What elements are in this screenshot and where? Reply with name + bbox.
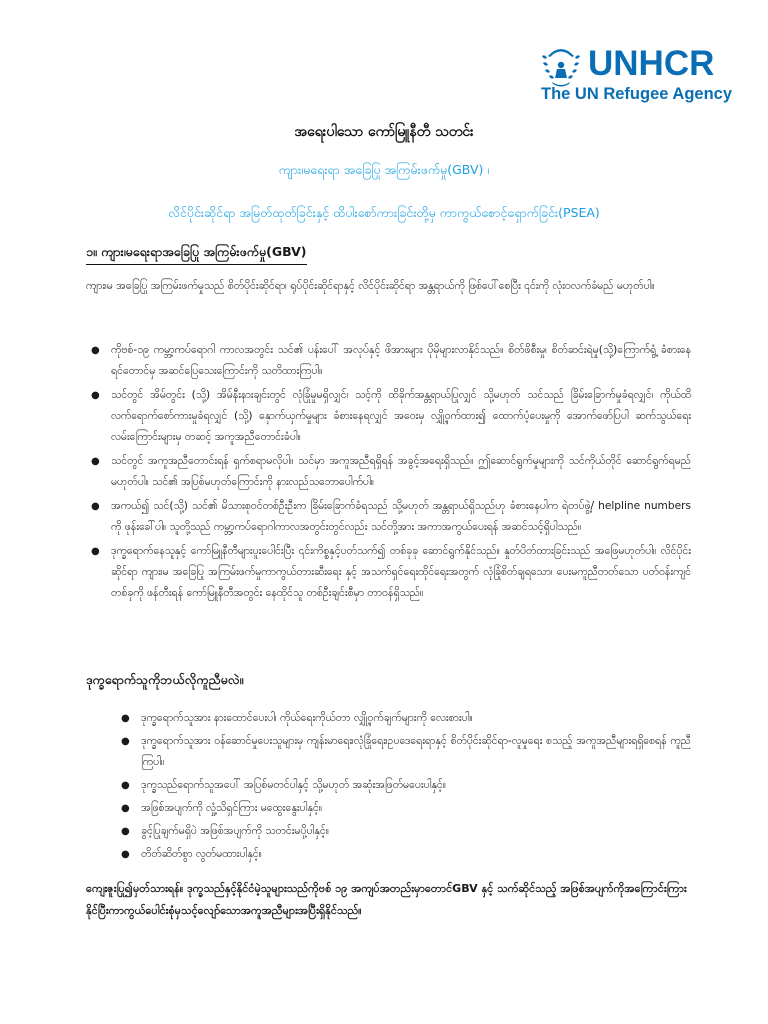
bullet-icon: ● [91,546,100,557]
list-item [121,821,691,842]
list-item-text: သင်တွင် အိမ်တွင်း (သို့) အိမ်နီးနားချင်းတွင် လုံခြုံမှုမရှိလျှင်၊ သင့်ကို ထိခိုက်အန္တရာယ်ပြုလျှင် သို့မဟုတ် သင်သည် ခြိမ်းခြောက်မှုခံရလျှင်၊ ကိုယ်ထိ လက်ရောက်စော်ကားမှုခံရလျှင် (သို့) နှောက်ယှက်မှုများ ခံစားနေရလျှင် အဝေးမှ လျှို့ဝှက်ထား၍ ထောက်ပံ့ပေးမှုကို အောက်ဖော်ပြပါ ဆက်သွယ်ရေး လမ်းကြောင်းများမှ တဆင့် အကူအညီတောင်းခံပါ။ [111,389,691,443]
list-item [91,541,691,604]
list-item [91,340,691,382]
bullet-icon: ● [121,826,130,837]
list-item-text: အကယ်၍ သင်(သို့) သင်၏ မိသားစုဝင်တစ်ဦးဦးက ခြိမ်းခြောက်ခံရသည် သို့မဟုတ် အန္တရာယ်ရှိသည်ဟု ခံစားနေပါက ရဲတပ်ဖွဲ့/ helpline numbers ကို ဖုန်းခေါ်ပါ။ သူတို့သည် ကမ္ဘာ့ကပ်ရောဂါကာလအတွင်းတွင်လည်း သင်တို့အား အကာအကွယ်ပေးရန် အဆင်သင့်ရှိပါသည်။ [111,500,691,533]
intro-paragraph: ကျား၊မ အခြေပြု အကြမ်းဖက်မှုသည် စိတ်ပိုင်းဆိုင်ရာ၊ ရုပ်ပိုင်းဆိုင်ရာနှင့် လိင်ပိုင်းဆိုင်ရာ အန္တရာယ်ကို ဖြစ်ပေါ်စေပြီး ၎င်းကို လုံးဝလက်ခံမည် မဟုတ်ပါ။ [86,280,655,292]
bullet-icon: ● [91,390,100,401]
list-item-text: ဒုက္ခရောက်သူအား ဝန်ဆောင်မှုပေးသူများမှ ကျန်းမာရေး၊လုံခြုံရေး၊ဥပဒေရေးရာနှင့် စိတ်ပိုင်းဆိုင်ရာ-လူမှုရေး စသည့် အကူအညီများရရှိစေရန် ကူညီကြပါ။ [141,735,691,768]
list-item [91,451,691,493]
bullet-icon: ● [121,713,130,724]
subtitle-gbv: ကျား၊မရေးရာ အခြေပြု အကြမ်းဖက်မှု(GBV) ၊ [278,162,490,177]
list-item [121,708,691,729]
list-item-text: သင်တွင် အကူအညီတောင်းရန် ရှက်စရာမလိုပါ။ သင်မှာ အကူအညီရရှိရန် အခွင့်အရေးရှိသည်။ ဤဆောင်ရွက်မှုများကို သင်ကိုယ်တိုင် ဆောင်ရွက်ရမည်မဟုတ်ပါ။ သင်၏ အပြစ်မဟုတ်ကြောင်းကို နားလည်သဘောပေါက်ပါ။ [111,455,691,488]
logo-tagline: The UN Refugee Agency [541,85,733,103]
list-item [121,731,691,773]
note-paragraph: ကျေးဇူးပြု၍မှတ်သားရန်။ ဒုက္ခသည်နှင့်နိုင်ငံမဲ့သူများသည်ကိုဗစ် ၁၉ အကျပ်အတည်းမှာတောင်GBV နှင့် သက်ဆိုင်သည့် အဖြစ်အပျက်ကိုအကြောင်းကြားနိုင်ပြီးကာကွယ်ပေါင်းစုံမှသင့်လျော်သောအကူအညီများအပြီးရှိနိုင်သည်။ [86,882,687,917]
subtitle-psea: လိင်ပိုင်းဆိုင်ရာ အမြတ်ထုတ်ခြင်းနှင့် ထိပါးစော်ကားခြင်းတို့မှ ကာကွယ်စောင့်ရှောက်ခြင်း(PSEA) [168,205,600,220]
list-item [121,775,691,796]
bullet-icon: ● [91,345,100,356]
bullet-icon: ● [121,736,130,747]
bullet-icon: ● [121,780,130,791]
list-item [91,496,691,538]
list-item-text: တိတ်ဆိတ်စွာ လွတ်မထားပါနှင့်။ [141,848,262,860]
bullet-icon: ● [91,456,100,467]
bullet-icon: ● [121,849,130,860]
section-heading-help: ဒုက္ခရောက်သူကိုဘယ်လိုကူညီမလဲ။ [86,672,244,687]
help-bullet-list [121,708,691,867]
list-item-text: ကိုဗစ်-၁၉ ကမ္ဘာ့ကပ်ရောဂါ ကာလအတွင်း သင်၏ ပန်းပေါ် အလုပ်နှင့် ဖိအားများ ပိုမိုများလာနိုင်သည်။ စိတ်ဖိစီးမှု၊ စိတ်ဆင်းရဲမှု(သို့)ကြောက်ရွံ့ ခံစားနေရင်တောင်မှ အဆင်ပြေသေးကြောင်းကို သတိထားကြပါ။ [111,344,691,377]
bullet-icon: ● [121,803,130,814]
list-item-text: ဒုက္ခသည်ရောက်သူအပေါ် အပြစ်မတင်ပါနှင့် သို့မဟုတ် အဆုံးအဖြတ်မပေးပါနှင့်။ [141,779,447,791]
list-item-text: ဒုက္ခရောက်သူအား နားထောင်ပေးပါ၊ ကိုယ်ရေးကိုယ်တာ လျှို့ဝှက်ချက်များကို လေးစားပါ။ [141,712,473,724]
list-item [91,385,691,448]
gbv-bullet-list [91,340,691,607]
list-item [121,798,691,819]
section-heading-gbv: ၁။ ကျား၊မရေးရာအခြေပြု အကြမ်းဖက်မှု(GBV) [86,244,307,265]
bullet-icon: ● [91,501,100,512]
unhcr-emblem-icon [538,44,584,88]
list-item-text: ခွင့်ပြုချက်မရှိပဲ အဖြစ်အပျက်ကို သတင်းမပို့ပါနှင့်။ [141,825,329,837]
logo-wordmark: UNHCR [588,44,715,83]
list-item [121,844,691,865]
page-title: အရေးပါသော ကော်မြူနီတီ သတင်း [294,124,474,140]
list-item-text: ဒုက္ခရောက်နေသူနှင့် ကော်မြူနီတီများပူးပေါင်းပြီး ၎င်းကိစ္စနှင့်ပတ်သက်၍ တစ်ခုခု ဆောင်ရွက်နိုင်သည်။ နှုတ်ပိတ်ထားခြင်းသည် အဖြေမဟုတ်ပါ။ လိင်ပိုင်းဆိုင်ရာ ကျား၊မ အခြေပြု အကြမ်းဖက်မှုကာကွယ်တားဆီးရေး နှင့် အသက်ရှင်ရေးထိုင်ရေးအတွက် လုံခြုံစိတ်ချရသော၊ ပေးမကူညီတတ်သော ပတ်ဝန်းကျင်တစ်ခုကို ဖန်တီးရန် ကော်မြူနီတီအတွင်း နေထိုင်သူ တစ်ဦးချင်းစီမှာ တာဝန်ရှိသည်။ [111,545,691,599]
unhcr-logo [538,44,733,108]
list-item-text: အဖြစ်အပျက်ကို လှုံ့သိရှင်ကြား မထွေးနွေးပါနှင့်။ [141,802,323,814]
